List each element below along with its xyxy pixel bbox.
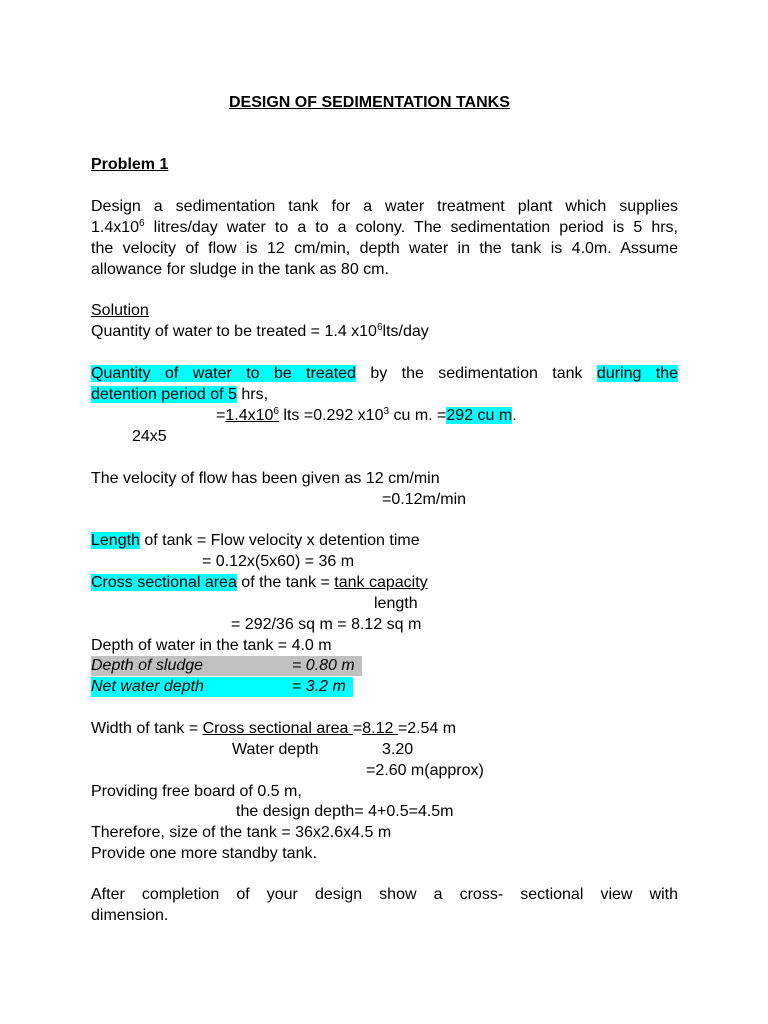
- detention-line-1: [91, 364, 678, 384]
- velocity-line-2: =0.12m/min: [382, 491, 467, 508]
- width-pre: Width of tank =: [91, 720, 203, 737]
- detention-calc-rest-sup: 3: [383, 406, 390, 417]
- problem-line-4: allowance for sludge in the tank as 80 cm.: [91, 261, 389, 278]
- freeboard-line-1: Providing free board of 0.5 m,: [91, 783, 302, 800]
- quantity-sup: 6: [376, 322, 383, 333]
- detention-calc-highlight: 292 cu m: [446, 407, 513, 424]
- length-rest: of tank = Flow velocity x detention time: [139, 532, 420, 549]
- solution-heading: Solution: [91, 302, 149, 319]
- area-mid: of the tank =: [236, 574, 335, 591]
- detention-calc-rest-pre: =0.292 x10: [303, 407, 384, 424]
- closing-line-1: After completion of your design show a cross- sectional view with: [91, 886, 678, 903]
- detention-mid: by the sedimentation tank: [355, 365, 597, 382]
- velocity-line-1: The velocity of flow has been given as 12 cm/min: [91, 470, 440, 487]
- detention-calc-numerator: [225, 407, 279, 424]
- width-approx: =2.60 m(approx): [366, 762, 484, 779]
- detention-calc-num-post: lts: [278, 407, 304, 424]
- width-line: [91, 719, 456, 739]
- sludge-depth-line: [91, 656, 362, 676]
- water-depth-line: Depth of water in the tank = 4.0 m: [91, 637, 332, 654]
- area-line: [91, 573, 428, 593]
- detention-calc-num-sup: 6: [273, 406, 279, 417]
- net-depth-label: Net water depth: [91, 678, 204, 695]
- detention-highlight-3: detention period of 5: [91, 386, 237, 403]
- quantity-post: lts/day: [382, 323, 429, 340]
- problem-heading: Problem 1: [91, 156, 169, 173]
- standby-line: Provide one more standby tank.: [91, 845, 317, 862]
- detention-calc-num-pre: 1.4x10: [225, 407, 274, 424]
- problem-line-2-sup: 6: [139, 218, 145, 229]
- detention-calc: [216, 406, 517, 426]
- width-denominator-label: Water depth: [232, 741, 319, 758]
- freeboard-line-2: the design depth= 4+0.5=4.5m: [236, 803, 454, 820]
- problem-line-2-pre: 1.4x10: [91, 219, 140, 236]
- detention-calc-eq: =: [216, 407, 226, 424]
- length-highlight: Length: [91, 532, 140, 549]
- sludge-depth-label: Depth of sludge: [91, 657, 204, 674]
- width-value: 8.12: [362, 720, 398, 737]
- problem-line-1: Design a sedimentation tank for a water treatment plant which supplies: [91, 198, 678, 215]
- detention-highlight-1: Quantity of water to be treated: [91, 365, 356, 382]
- detention-calc-rest-post: cu m. =: [389, 407, 447, 424]
- detention-denominator: 24x5: [132, 428, 167, 445]
- area-highlight: Cross sectional area: [91, 574, 237, 591]
- problem-line-2-post: litres/day water to a to a colony. The sedimentation period is 5 hrs,: [144, 219, 678, 236]
- length-calc: = 0.12x(5x60) = 36 m: [202, 553, 355, 570]
- closing-line-2: dimension.: [91, 907, 169, 924]
- tank-size-line: Therefore, size of the tank = 36x2.6x4.5 m: [91, 824, 392, 841]
- width-numerator: Cross sectional area: [202, 720, 353, 737]
- area-fraction-denominator: length: [374, 595, 418, 612]
- quantity-pre: Quantity of water to be treated = 1.4 x10: [91, 323, 377, 340]
- quantity-line: [91, 322, 429, 342]
- net-depth-line: [91, 677, 353, 697]
- length-line: [91, 531, 420, 551]
- detention-calc-dot: .: [512, 407, 517, 424]
- width-denominator-value: 3.20: [382, 741, 414, 758]
- width-eq: =: [352, 720, 363, 737]
- detention-line-2: [91, 385, 268, 405]
- sludge-depth-value: = 0.80 m: [292, 657, 355, 674]
- document-title: DESIGN OF SEDIMENTATION TANKS: [229, 94, 510, 111]
- area-fraction-numerator: tank capacity: [334, 574, 428, 591]
- detention-end: hrs,: [236, 386, 269, 403]
- problem-line-3: the velocity of flow is 12 cm/min, depth water in the tank is 4.0m. Assume: [91, 240, 678, 257]
- problem-line-2: [91, 218, 678, 238]
- area-calc: = 292/36 sq m = 8.12 sq m: [231, 616, 422, 633]
- width-result: =2.54 m: [397, 720, 457, 737]
- net-depth-value: = 3.2 m: [292, 678, 346, 695]
- detention-highlight-2: during the: [596, 365, 678, 382]
